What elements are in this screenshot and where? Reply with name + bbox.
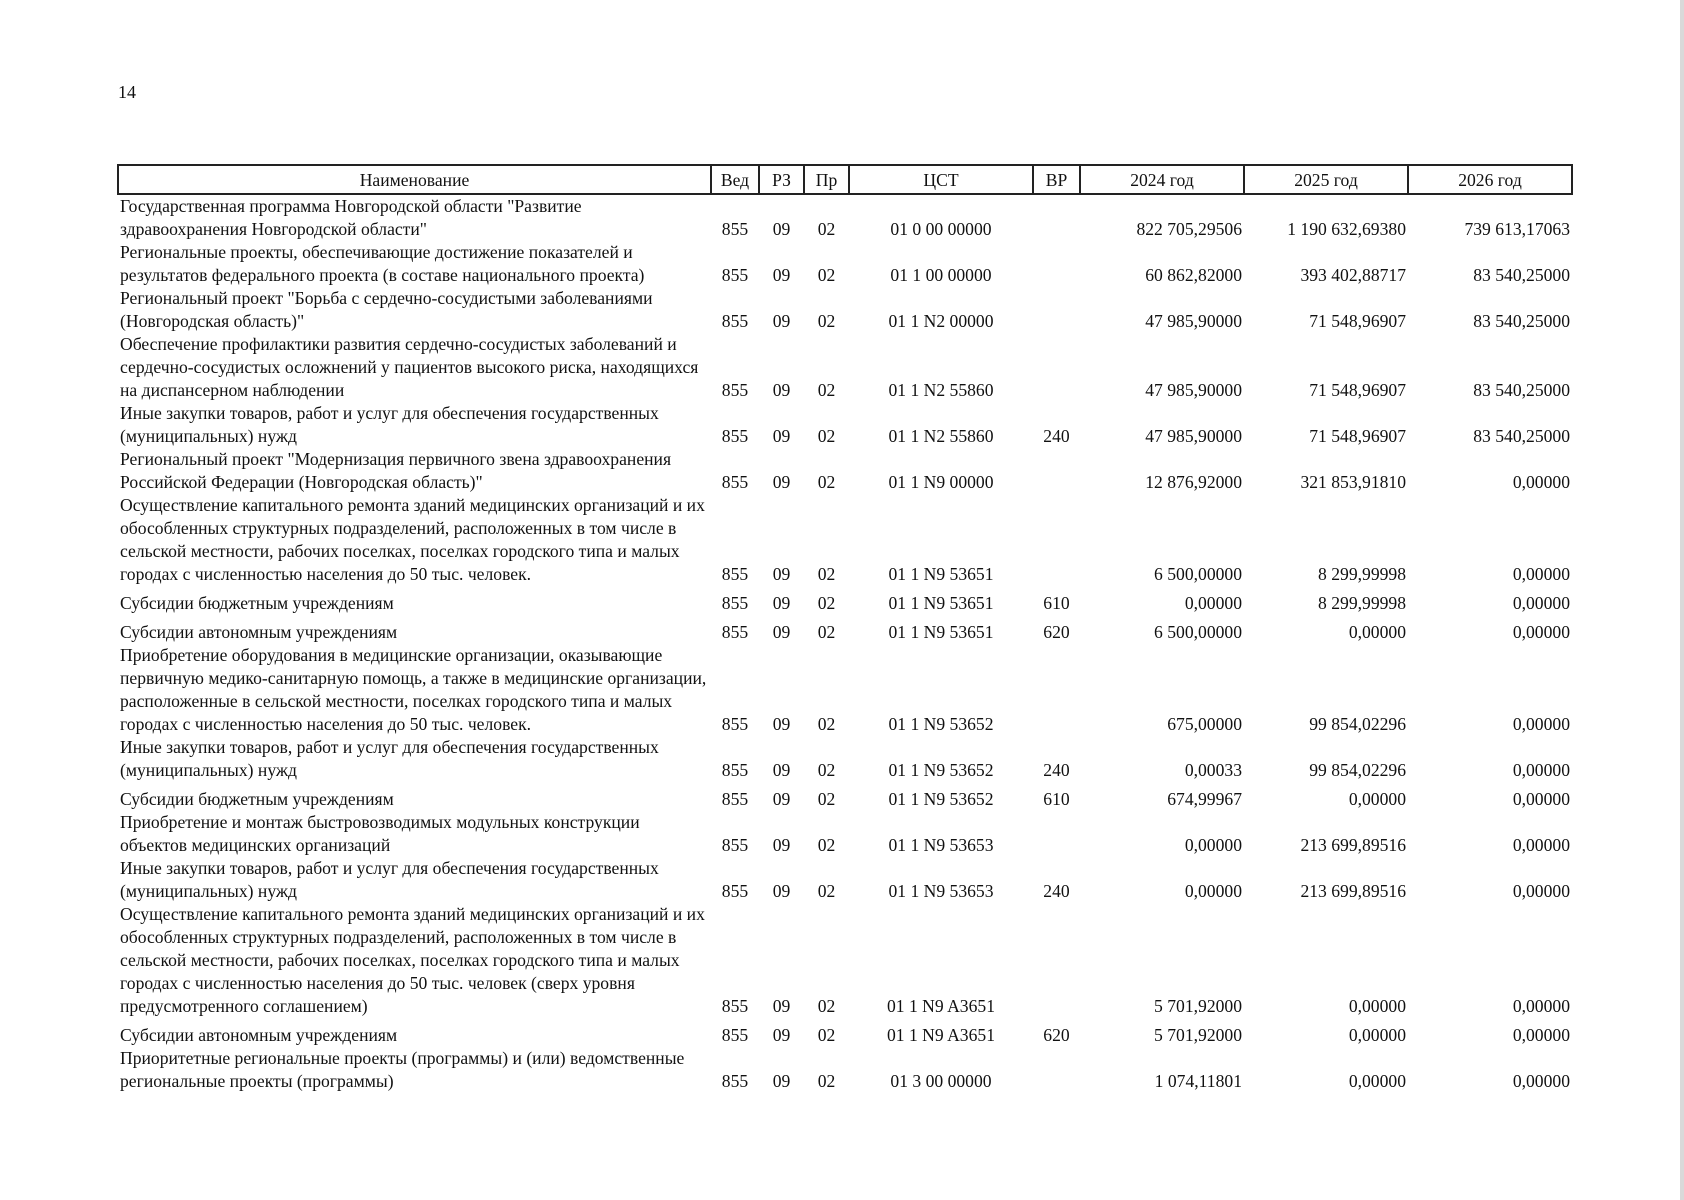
row-amount-2025: 0,00000 — [1348, 789, 1406, 809]
row-name: Региональный проект "Модернизация первичного звена здравоохранения Российской Федерации (Новгородская область)" — [120, 449, 672, 492]
row-rz: 09 — [772, 835, 791, 855]
row-ved: 855 — [721, 622, 749, 642]
row-amount-2026: 0,00000 — [1512, 835, 1570, 855]
table-body — [118, 194, 1572, 1093]
row-amount-2024: 822 705,29506 — [1136, 219, 1242, 239]
row-amount-2025: 0,00000 — [1348, 1025, 1406, 1045]
col-header-pr: Пр — [804, 165, 849, 194]
row-cst: 01 1 N9 A3651 — [886, 1025, 995, 1045]
row-amount-2026: 0,00000 — [1512, 1071, 1570, 1091]
row-cst: 01 1 N9 00000 — [888, 472, 994, 492]
row-pr: 02 — [817, 760, 836, 780]
row-amount-2025: 1 190 632,69380 — [1287, 219, 1406, 239]
table-row — [118, 494, 1572, 586]
col-header-2025: 2025 год — [1244, 165, 1408, 194]
row-vr: 240 — [1043, 426, 1070, 446]
row-amount-2025: 71 548,96907 — [1309, 426, 1406, 446]
row-amount-2025: 0,00000 — [1348, 622, 1406, 642]
row-rz: 09 — [772, 593, 791, 613]
row-amount-2025: 393 402,88717 — [1300, 265, 1406, 285]
row-cst: 01 1 N9 53651 — [888, 593, 994, 613]
row-pr: 02 — [817, 472, 836, 492]
table-row — [118, 333, 1572, 402]
row-ved: 855 — [721, 472, 749, 492]
table-row — [118, 586, 1572, 615]
row-name: Приобретение и монтаж быстровозводимых модульных конструкции объектов медицинских организаций — [120, 812, 640, 855]
table-row — [118, 194, 1572, 241]
row-vr: 240 — [1043, 881, 1070, 901]
row-ved: 855 — [721, 311, 749, 331]
row-amount-2026: 83 540,25000 — [1473, 311, 1570, 331]
row-amount-2024: 5 701,92000 — [1154, 996, 1242, 1016]
table-row — [118, 241, 1572, 287]
row-pr: 02 — [817, 426, 836, 446]
row-rz: 09 — [772, 426, 791, 446]
row-ved: 855 — [721, 380, 749, 400]
row-pr: 02 — [817, 380, 836, 400]
row-name: Иные закупки товаров, работ и услуг для обеспечения государственных (муниципальных) нужд — [120, 403, 659, 446]
table-row — [118, 782, 1572, 811]
row-amount-2025: 71 548,96907 — [1309, 311, 1406, 331]
row-rz: 09 — [772, 1071, 791, 1091]
row-name: Субсидии автономным учреждениям — [120, 1025, 398, 1045]
row-ved: 855 — [721, 835, 749, 855]
row-amount-2025: 8 299,99998 — [1318, 593, 1406, 613]
row-ved: 855 — [721, 564, 749, 584]
row-cst: 01 1 N9 53652 — [888, 714, 994, 734]
row-amount-2026: 83 540,25000 — [1473, 426, 1570, 446]
row-cst: 01 0 00 00000 — [890, 219, 992, 239]
row-amount-2025: 71 548,96907 — [1309, 380, 1406, 400]
table-row — [118, 811, 1572, 857]
row-name: Иные закупки товаров, работ и услуг для обеспечения государственных (муниципальных) нужд — [120, 858, 659, 901]
row-vr — [1033, 903, 1080, 1018]
row-amount-2024: 5 701,92000 — [1154, 1025, 1242, 1045]
table-row — [118, 402, 1572, 448]
row-name: Региональный проект "Борьба с сердечно-сосудистыми заболеваниями (Новгородская область)" — [120, 288, 653, 331]
table-header-row — [118, 165, 1572, 194]
row-amount-2025: 0,00000 — [1348, 996, 1406, 1016]
row-rz: 09 — [772, 760, 791, 780]
row-name: Региональные проекты, обеспечивающие достижение показателей и результатов федерального проекта (в составе национального проекта) — [120, 242, 645, 285]
row-cst: 01 1 N2 00000 — [888, 311, 994, 331]
row-pr: 02 — [817, 1025, 836, 1045]
row-amount-2025: 0,00000 — [1348, 1071, 1406, 1091]
row-cst: 01 1 N9 53652 — [888, 789, 994, 809]
row-cst: 01 1 N9 53652 — [888, 760, 994, 780]
row-amount-2024: 0,00000 — [1184, 835, 1242, 855]
row-rz: 09 — [772, 380, 791, 400]
row-amount-2026: 0,00000 — [1512, 996, 1570, 1016]
row-pr: 02 — [817, 564, 836, 584]
row-amount-2026: 0,00000 — [1512, 472, 1570, 492]
row-rz: 09 — [772, 714, 791, 734]
row-cst: 01 1 N9 53651 — [888, 622, 994, 642]
table-row — [118, 615, 1572, 644]
row-vr: 620 — [1043, 1025, 1070, 1045]
row-name: Государственная программа Новгородской области "Развитие здравоохранения Новгородской области" — [120, 196, 582, 239]
row-cst: 01 1 N9 A3651 — [886, 996, 995, 1016]
row-cst: 01 1 N9 53651 — [888, 564, 994, 584]
row-amount-2026: 83 540,25000 — [1473, 265, 1570, 285]
row-rz: 09 — [772, 996, 791, 1016]
row-name: Приобретение оборудования в медицинские организации, оказывающие первичную медико-санитарную помощь, а также в медицинские организации, расположенные в сельской местности, поселках городского типа и малых городах с численностью населения до 50 тыс. человек. — [120, 645, 707, 734]
table-row — [118, 903, 1572, 1018]
row-rz: 09 — [772, 622, 791, 642]
page-number: 14 — [118, 82, 136, 102]
row-vr — [1033, 494, 1080, 586]
row-amount-2024: 60 862,82000 — [1145, 265, 1242, 285]
row-amount-2025: 213 699,89516 — [1300, 881, 1406, 901]
col-header-vr: ВР — [1033, 165, 1080, 194]
row-amount-2024: 12 876,92000 — [1145, 472, 1242, 492]
row-ved: 855 — [721, 1071, 749, 1091]
row-rz: 09 — [772, 564, 791, 584]
col-header-name: Наименование — [118, 165, 711, 194]
row-amount-2025: 99 854,02296 — [1309, 714, 1406, 734]
row-vr: 620 — [1043, 622, 1070, 642]
row-ved: 855 — [721, 789, 749, 809]
row-vr: 240 — [1043, 760, 1070, 780]
row-vr — [1033, 241, 1080, 287]
row-amount-2024: 674,99967 — [1167, 789, 1242, 809]
row-pr: 02 — [817, 1071, 836, 1091]
table-row — [118, 644, 1572, 736]
row-vr: 610 — [1043, 789, 1070, 809]
row-amount-2024: 47 985,90000 — [1145, 311, 1242, 331]
row-ved: 855 — [721, 426, 749, 446]
row-amount-2026: 0,00000 — [1512, 564, 1570, 584]
table-row — [118, 448, 1572, 494]
table-row — [118, 1047, 1572, 1093]
row-rz: 09 — [772, 881, 791, 901]
row-amount-2025: 213 699,89516 — [1300, 835, 1406, 855]
row-name: Осуществление капитального ремонта зданий медицинских организаций и их обособленных структурных подразделений, расположенных в том числе в сельской местности, рабочих поселках, поселках городского типа и малых городах с численностью населения до 50 тыс. человек (сверх уровня предусмотренного соглашением) — [120, 904, 705, 1016]
col-header-2024: 2024 год — [1080, 165, 1244, 194]
budget-table — [117, 164, 1573, 1093]
row-amount-2024: 0,00000 — [1184, 881, 1242, 901]
row-ved: 855 — [721, 219, 749, 239]
row-amount-2026: 0,00000 — [1512, 1025, 1570, 1045]
row-amount-2025: 8 299,99998 — [1318, 564, 1406, 584]
row-ved: 855 — [721, 996, 749, 1016]
row-amount-2026: 0,00000 — [1512, 881, 1570, 901]
row-pr: 02 — [817, 593, 836, 613]
row-ved: 855 — [721, 714, 749, 734]
row-pr: 02 — [817, 622, 836, 642]
row-amount-2026: 0,00000 — [1512, 622, 1570, 642]
table-row — [118, 736, 1572, 782]
row-amount-2026: 0,00000 — [1512, 714, 1570, 734]
row-vr — [1033, 194, 1080, 241]
row-vr — [1033, 811, 1080, 857]
row-amount-2026: 0,00000 — [1512, 789, 1570, 809]
row-amount-2026: 83 540,25000 — [1473, 380, 1570, 400]
row-pr: 02 — [817, 311, 836, 331]
row-name: Приоритетные региональные проекты (программы) и (или) ведомственные региональные проекты (программы) — [120, 1048, 685, 1091]
row-pr: 02 — [817, 789, 836, 809]
row-amount-2026: 0,00000 — [1512, 760, 1570, 780]
row-vr — [1033, 333, 1080, 402]
row-name: Субсидии бюджетным учреждениям — [120, 789, 394, 809]
row-amount-2024: 6 500,00000 — [1154, 564, 1242, 584]
row-rz: 09 — [772, 1025, 791, 1045]
row-ved: 855 — [721, 760, 749, 780]
row-rz: 09 — [772, 265, 791, 285]
row-cst: 01 1 N2 55860 — [888, 380, 994, 400]
row-rz: 09 — [772, 311, 791, 331]
row-amount-2024: 6 500,00000 — [1154, 622, 1242, 642]
row-amount-2024: 1 074,11801 — [1154, 1071, 1242, 1091]
row-cst: 01 1 N2 55860 — [888, 426, 994, 446]
row-ved: 855 — [721, 1025, 749, 1045]
col-header-rz: РЗ — [759, 165, 804, 194]
row-vr — [1033, 287, 1080, 333]
row-rz: 09 — [772, 219, 791, 239]
table-row — [118, 857, 1572, 903]
table-row — [118, 1018, 1572, 1047]
row-name: Осуществление капитального ремонта зданий медицинских организаций и их обособленных структурных подразделений, расположенных в том числе в сельской местности, рабочих поселках, поселках городского типа и малых городах с численностью населения до 50 тыс. человек. — [120, 495, 705, 584]
row-ved: 855 — [721, 265, 749, 285]
row-name: Обеспечение профилактики развития сердечно-сосудистых заболеваний и сердечно-сосудистых осложнений у пациентов высокого риска, находящихся на диспансерном наблюдении — [120, 334, 699, 400]
row-amount-2026: 0,00000 — [1512, 593, 1570, 613]
row-cst: 01 1 00 00000 — [890, 265, 992, 285]
row-pr: 02 — [817, 265, 836, 285]
row-pr: 02 — [817, 881, 836, 901]
scan-edge — [1680, 0, 1684, 1200]
row-vr — [1033, 448, 1080, 494]
col-header-2026: 2026 год — [1408, 165, 1572, 194]
row-cst: 01 1 N9 53653 — [888, 835, 994, 855]
row-vr — [1033, 1047, 1080, 1093]
row-amount-2024: 47 985,90000 — [1145, 380, 1242, 400]
row-amount-2024: 675,00000 — [1167, 714, 1242, 734]
row-ved: 855 — [721, 593, 749, 613]
col-header-cst: ЦСТ — [849, 165, 1033, 194]
row-name: Субсидии автономным учреждениям — [120, 622, 398, 642]
row-vr: 610 — [1043, 593, 1070, 613]
row-rz: 09 — [772, 472, 791, 492]
row-amount-2025: 99 854,02296 — [1309, 760, 1406, 780]
col-header-ved: Вед — [711, 165, 759, 194]
row-vr — [1033, 644, 1080, 736]
row-name: Субсидии бюджетным учреждениям — [120, 593, 394, 613]
row-amount-2026: 739 613,17063 — [1464, 219, 1570, 239]
row-amount-2025: 321 853,91810 — [1300, 472, 1406, 492]
row-amount-2024: 47 985,90000 — [1145, 426, 1242, 446]
row-ved: 855 — [721, 881, 749, 901]
row-name: Иные закупки товаров, работ и услуг для обеспечения государственных (муниципальных) нужд — [120, 737, 659, 780]
row-pr: 02 — [817, 996, 836, 1016]
row-amount-2024: 0,00000 — [1184, 593, 1242, 613]
row-cst: 01 1 N9 53653 — [888, 881, 994, 901]
table-row — [118, 287, 1572, 333]
row-rz: 09 — [772, 789, 791, 809]
row-pr: 02 — [817, 219, 836, 239]
row-amount-2024: 0,00033 — [1184, 760, 1242, 780]
row-pr: 02 — [817, 714, 836, 734]
row-pr: 02 — [817, 835, 836, 855]
row-cst: 01 3 00 00000 — [890, 1071, 992, 1091]
